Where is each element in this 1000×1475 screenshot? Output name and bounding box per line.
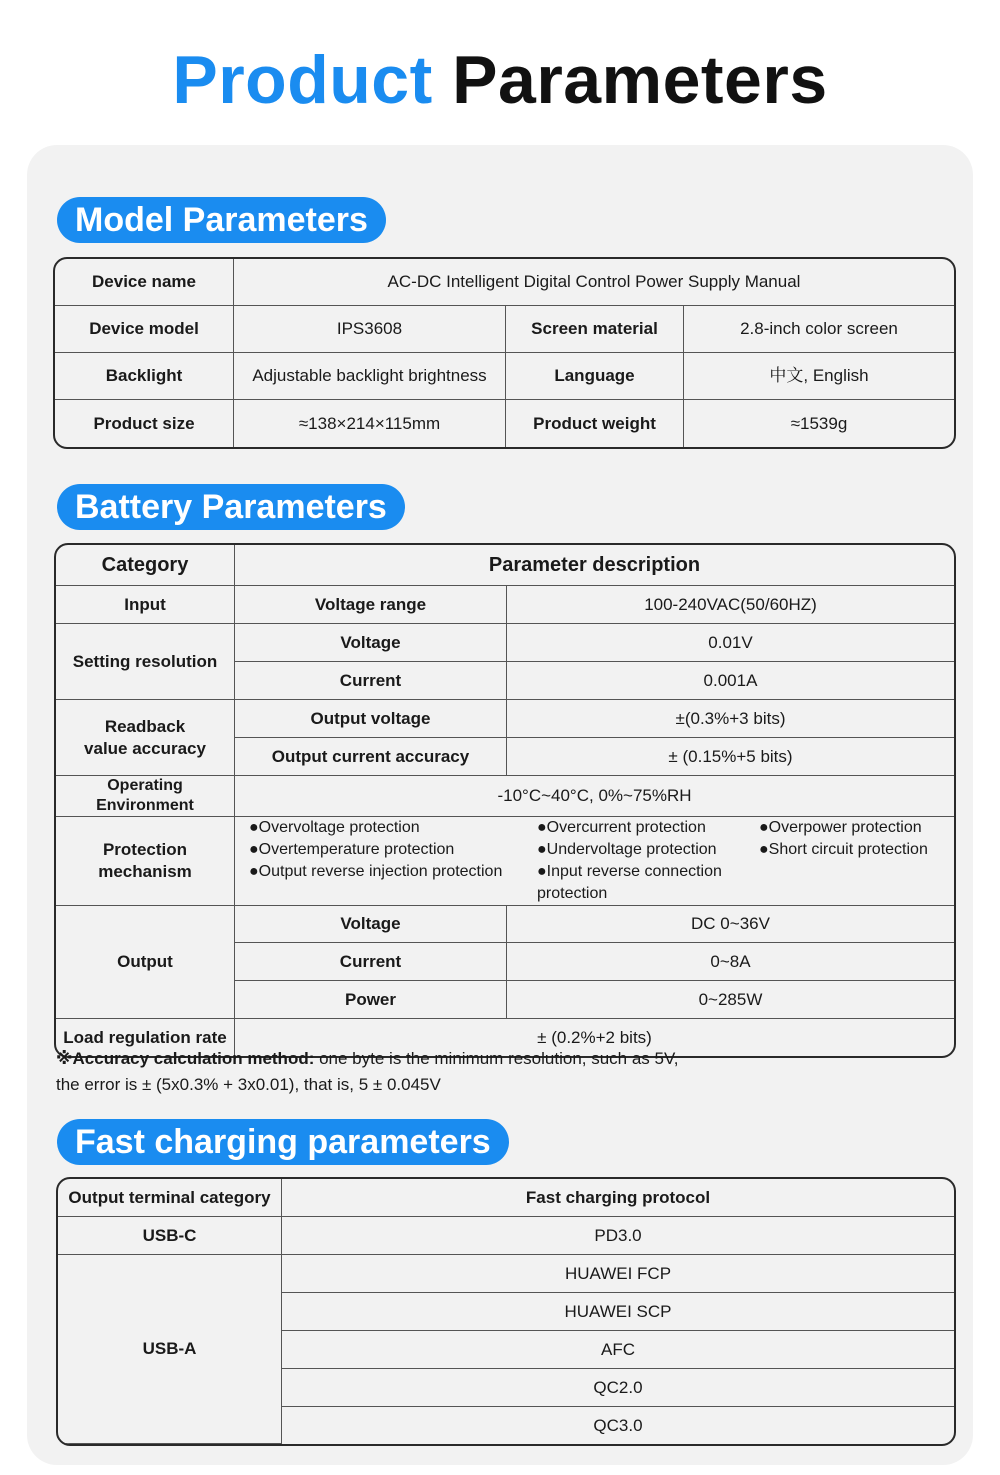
table-row: [55, 353, 954, 400]
screen-material-label: Screen material: [506, 306, 684, 353]
setting-resolution-label: Setting resolution: [56, 624, 235, 700]
fast-charging-table: [56, 1177, 956, 1446]
voltage-range-value: 100-240VAC(50/60HZ): [507, 586, 954, 624]
note-bold: ※Accuracy calculation method:: [56, 1049, 315, 1068]
load-regulation-label: Load regulation rate: [56, 1019, 235, 1056]
readback-accuracy-label: [56, 700, 235, 776]
table-row: [55, 400, 954, 447]
header-output-terminal: Output terminal category: [58, 1179, 282, 1217]
usb-a-protocol: HUAWEI SCP: [282, 1293, 954, 1331]
voltage-range-label: Voltage range: [235, 586, 507, 624]
protection-item: ●Overvoltage protection: [249, 819, 420, 836]
backlight-value: Adjustable backlight brightness: [234, 353, 506, 400]
protection-item: ●Overpower protection: [759, 819, 922, 836]
output-voltage-label: Output voltage: [235, 700, 507, 738]
usb-a-protocol: AFC: [282, 1331, 954, 1369]
device-model-label: Device model: [55, 306, 234, 353]
note-line1: one byte is the minimum resolution, such as 5V,: [314, 1049, 679, 1068]
language-label: Language: [506, 353, 684, 400]
table-row: [56, 906, 954, 943]
usb-a-label: USB-A: [58, 1255, 282, 1444]
table-row: [56, 586, 954, 624]
table-row: [56, 624, 954, 662]
title-part2: Parameters: [452, 42, 828, 118]
header-parameter-description: Parameter description: [235, 545, 954, 586]
table-row: [56, 545, 954, 586]
output-voltage-row-value: DC 0~36V: [507, 906, 954, 943]
output-label: Output: [56, 906, 235, 1019]
battery-parameters-table: [54, 543, 956, 1058]
resolution-voltage-value: 0.01V: [507, 624, 954, 662]
output-current-accuracy-label: Output current accuracy: [235, 738, 507, 776]
table-row: [58, 1217, 954, 1255]
section-model-heading: Model Parameters: [57, 197, 386, 243]
output-power-row-label: Power: [235, 981, 507, 1019]
readback-line1: Readback: [104, 716, 186, 736]
header-fast-protocol: Fast charging protocol: [282, 1179, 954, 1217]
resolution-voltage-label: Voltage: [235, 624, 507, 662]
output-power-row-value: 0~285W: [507, 981, 954, 1019]
note-line2: the error is ± (5x0.3% + 3x0.01), that is, 5 ± 0.045V: [56, 1075, 441, 1094]
title-part1: Product: [172, 42, 433, 118]
operating-environment-value: -10°C~40°C, 0%~75%RH: [235, 776, 954, 817]
screen-material-value: 2.8-inch color screen: [684, 306, 954, 353]
device-name-value: AC-DC Intelligent Digital Control Power Supply Manual: [234, 259, 954, 306]
table-row: [56, 776, 954, 817]
table-row: [55, 259, 954, 306]
output-current-row-label: Current: [235, 943, 507, 981]
resolution-current-label: Current: [235, 662, 507, 700]
protection-mechanism-label: [56, 817, 235, 906]
device-name-label: Device name: [55, 259, 234, 306]
output-current-accuracy-value: ± (0.15%+5 bits): [507, 738, 954, 776]
language-value: 中文, English: [684, 353, 954, 400]
output-voltage-value: ±(0.3%+3 bits): [507, 700, 954, 738]
backlight-label: Backlight: [55, 353, 234, 400]
protection-item: ●Undervoltage protection: [537, 841, 717, 858]
operating-environment-label: [56, 776, 235, 817]
table-row: [55, 306, 954, 353]
output-current-row-value: 0~8A: [507, 943, 954, 981]
usb-c-protocol: PD3.0: [282, 1217, 954, 1255]
output-voltage-row-label: Voltage: [235, 906, 507, 943]
product-size-label: Product size: [55, 400, 234, 447]
product-weight-value: ≈1539g: [790, 413, 848, 433]
protection-item: ●Input reverse connection protection: [537, 863, 722, 902]
table-row: [56, 700, 954, 738]
section-fast-charging-heading: Fast charging parameters: [57, 1119, 509, 1165]
product-size-value: ≈138×214×115mm: [234, 400, 506, 447]
env-line2: Environment: [96, 797, 194, 814]
protection-item: ●Short circuit protection: [759, 841, 928, 858]
section-battery-heading: Battery Parameters: [57, 484, 405, 530]
input-label: Input: [56, 586, 235, 624]
usb-c-label: USB-C: [58, 1217, 282, 1255]
protection-line2: mechanism: [98, 862, 192, 881]
product-weight-label: Product weight: [506, 400, 684, 447]
protection-item: ●Overtemperature protection: [249, 841, 455, 858]
protection-item: ●Output reverse injection protection: [249, 863, 503, 880]
usb-a-protocol: HUAWEI FCP: [282, 1255, 954, 1293]
device-model-value: IPS3608: [234, 306, 506, 353]
usb-a-protocol: QC3.0: [593, 1415, 643, 1435]
table-row: [58, 1179, 954, 1217]
table-row: [58, 1255, 954, 1293]
usb-a-protocol: QC2.0: [282, 1369, 954, 1407]
env-line1: Operating: [107, 777, 183, 794]
accuracy-note: [56, 1046, 679, 1098]
header-category: Category: [56, 545, 235, 586]
model-parameters-table: [53, 257, 956, 449]
load-regulation-value: ± (0.2%+2 bits): [537, 1027, 652, 1047]
resolution-current-value: 0.001A: [507, 662, 954, 700]
readback-line2: value accuracy: [84, 738, 206, 758]
protection-list: [235, 817, 954, 906]
page-title: [0, 40, 1000, 120]
protection-line1: Protection: [102, 840, 188, 859]
table-row: [56, 817, 954, 906]
protection-item: ●Overcurrent protection: [537, 819, 706, 836]
